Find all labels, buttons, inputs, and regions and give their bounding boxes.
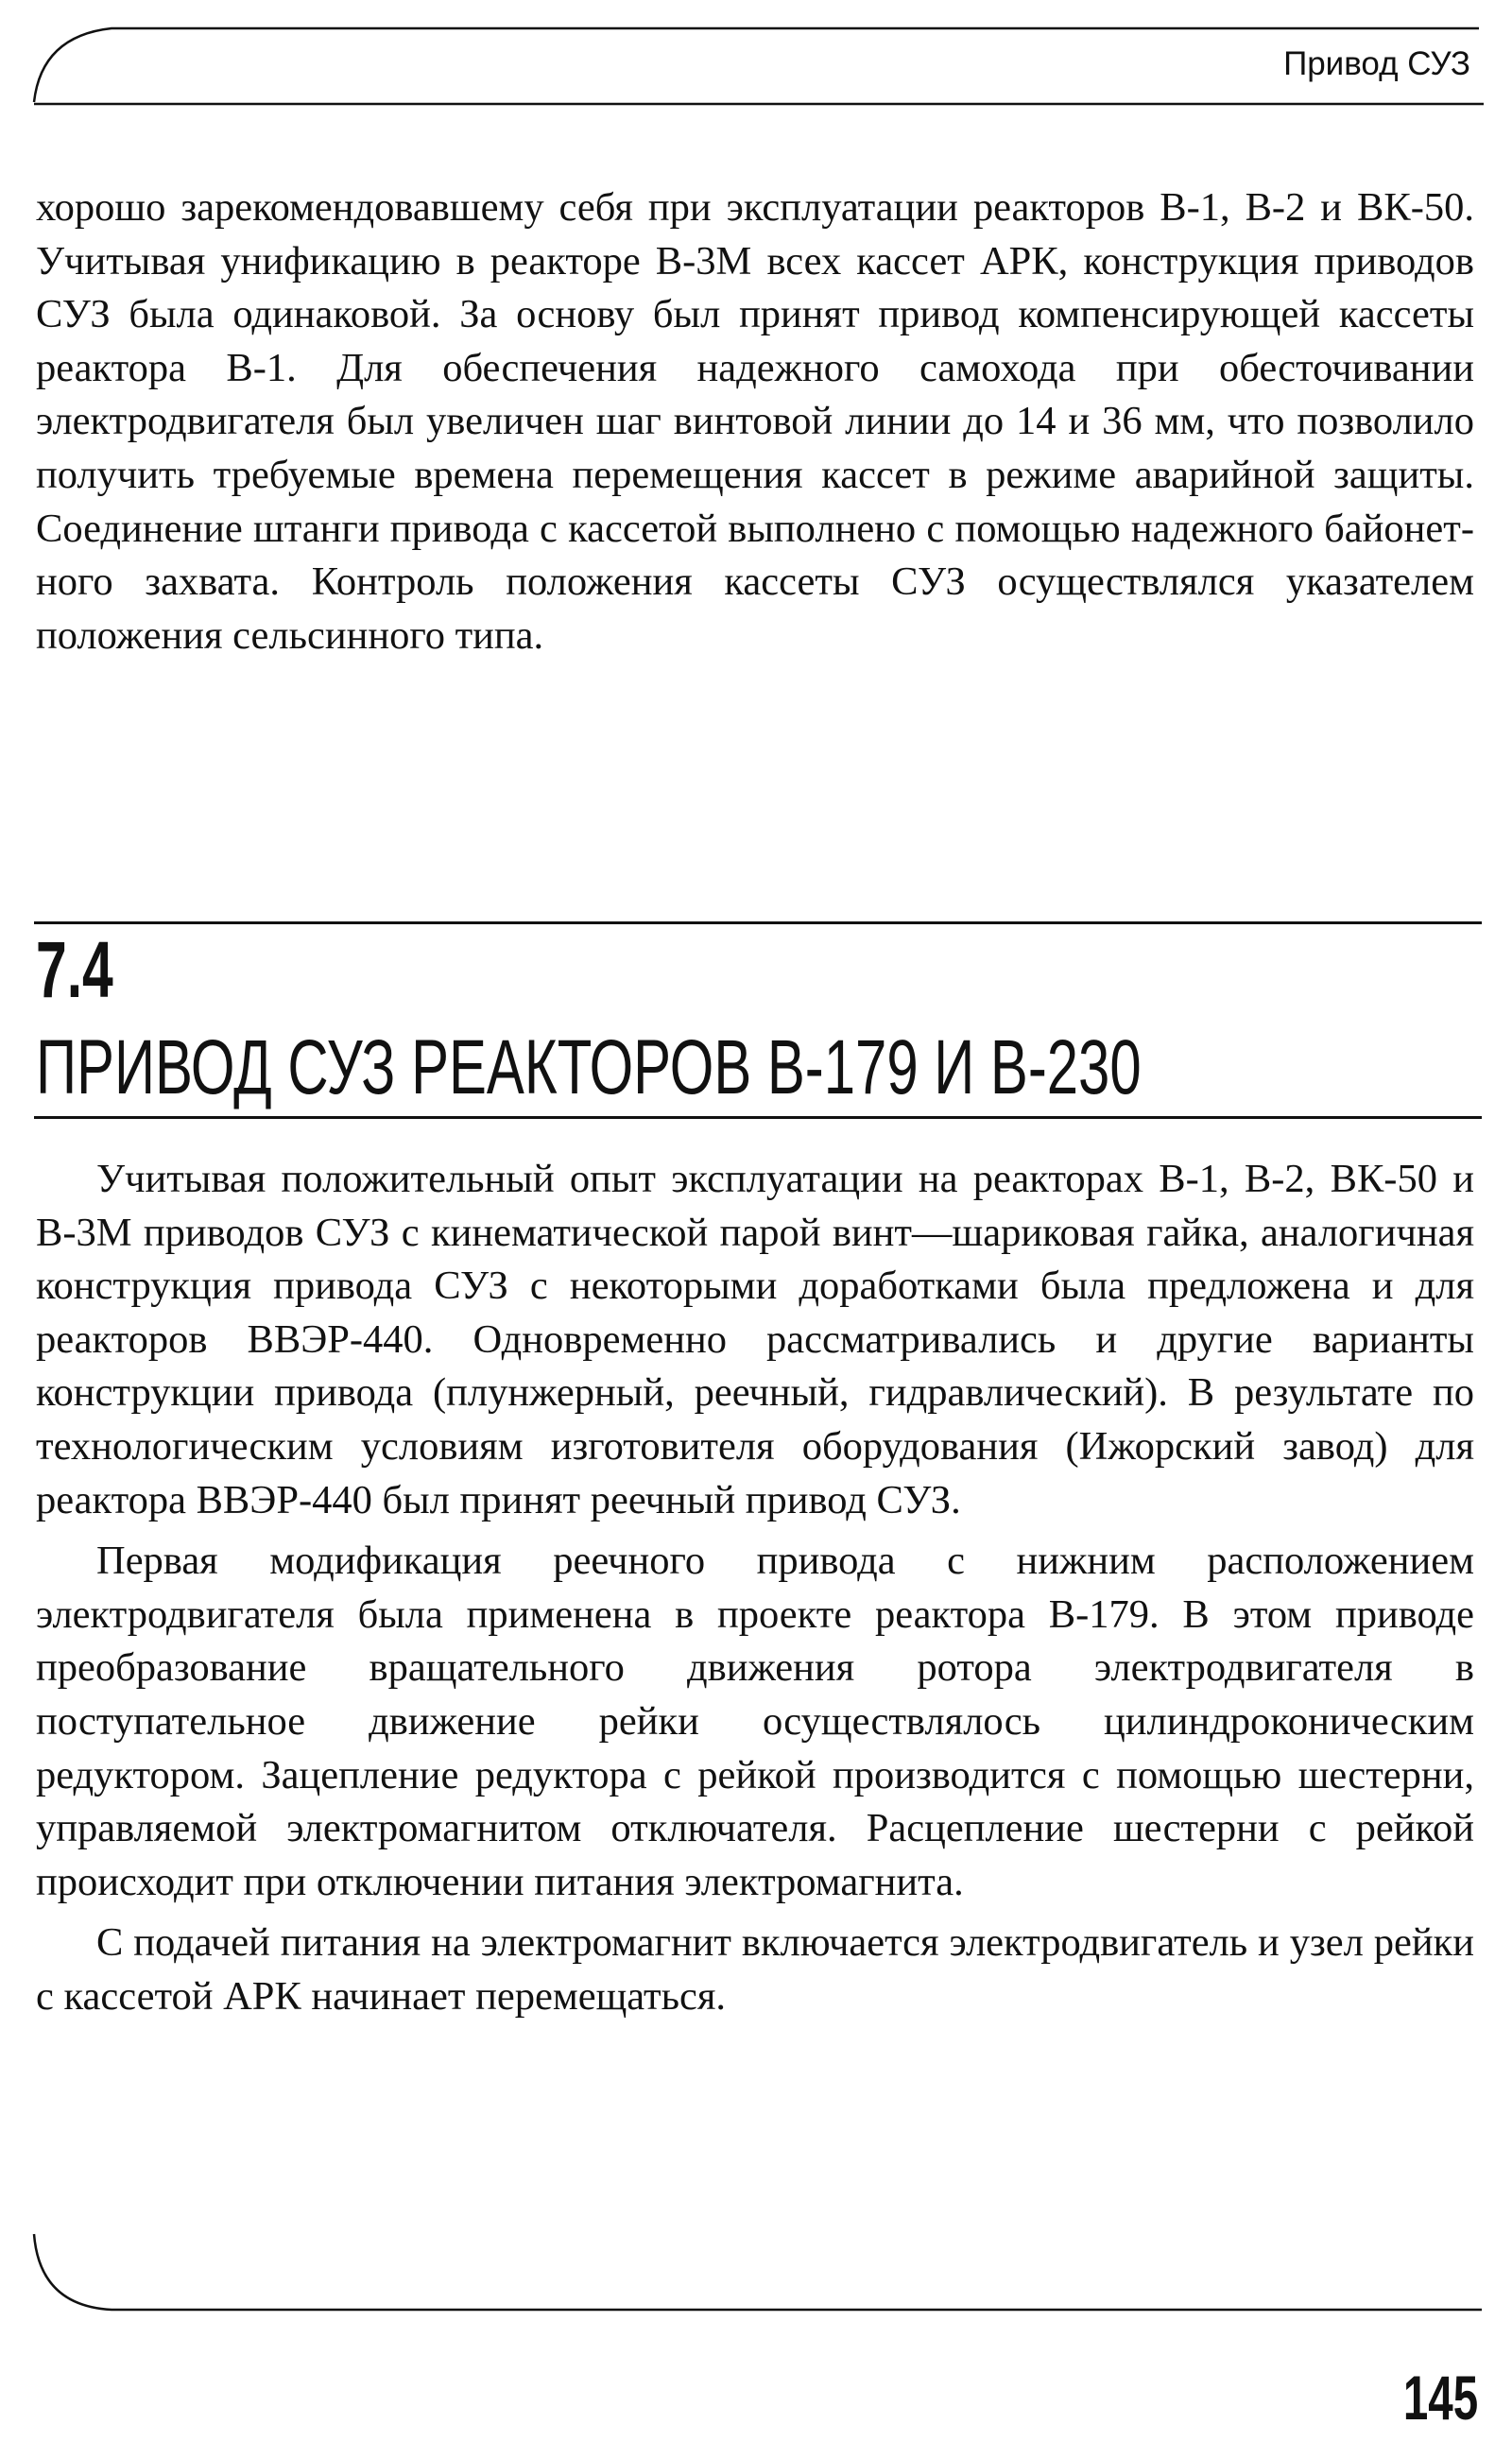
page-number: 145 bbox=[1402, 2363, 1478, 2433]
body-paragraph: Учитывая положительный опыт эксплуатации на реакторах В-1, В-2, ВК-50 и В-3М приводов СУЗ с кинематической парой винт—шариковая гайка, аналогичная конструкция привода СУЗ с некоторыми доработками была предложена и для реакторов ВВЭР-440. Одновременно рассматривались и другие варианты конструкции привода (плунжерный, реечный, гидравлический). В результате по технологическим условиям изготовителя оборудования (Ижорский завод) для реактора ВВЭР-440 был принят реечный привод СУЗ. bbox=[36, 1157, 1474, 1522]
section-rule-bottom bbox=[34, 1116, 1482, 1119]
body-text bbox=[36, 1153, 1474, 2024]
running-head: Привод СУЗ bbox=[1278, 45, 1476, 83]
section-number: 7.4 bbox=[36, 925, 113, 1014]
intro-text bbox=[36, 181, 1474, 662]
body-paragraph: Первая модификация реечного привода с нижним расположением электродвигателя была применена в проекте реактора В-179. В этом приводе преобразование вращательного движения ротора электродвигателя в поступательное движение рейки осуществлялось цилиндроконическим редуктором. Зацепление редуктора с рейкой производится с помощью шестерни, управляемой электромагнитом отключателя. Расцепление шестерни с рейкой происходит при отключении питания электромагнита. bbox=[36, 1539, 1474, 1904]
footer-frame-line bbox=[0, 2230, 1512, 2334]
section-rule-top bbox=[34, 921, 1482, 924]
intro-paragraph: хорошо зарекомендовавшему себя при эксплуатации реакторов В-1, В-2 и ВК-50. Учитывая унификацию в реакторе В-3М всех кассет АРК, конструкция приводов СУЗ была одинаковой. За основу был принят привод компенсирующей кассеты реактора В-1. Для обеспечения надежного самохода при обесточивании электродвигателя был увеличен шаг винтовой линии до 14 и 36 мм, что позволило получить требуемые времена перемещения кассет в режиме аварийной защиты. Соединение штанги привода с кассетой выполнено с помощью надежного байонетного захвата. Контроль положения кассеты СУЗ осуществлялся указателем положения сельсинного типа. bbox=[36, 185, 1474, 658]
body-paragraph: С подачей питания на электромагнит включается электродвигатель и узел рейки с кассетой АРК начинает перемещаться. bbox=[36, 1920, 1474, 2019]
section-title: ПРИВОД СУЗ РЕАКТОРОВ В-179 И В-230 bbox=[36, 1024, 1142, 1110]
